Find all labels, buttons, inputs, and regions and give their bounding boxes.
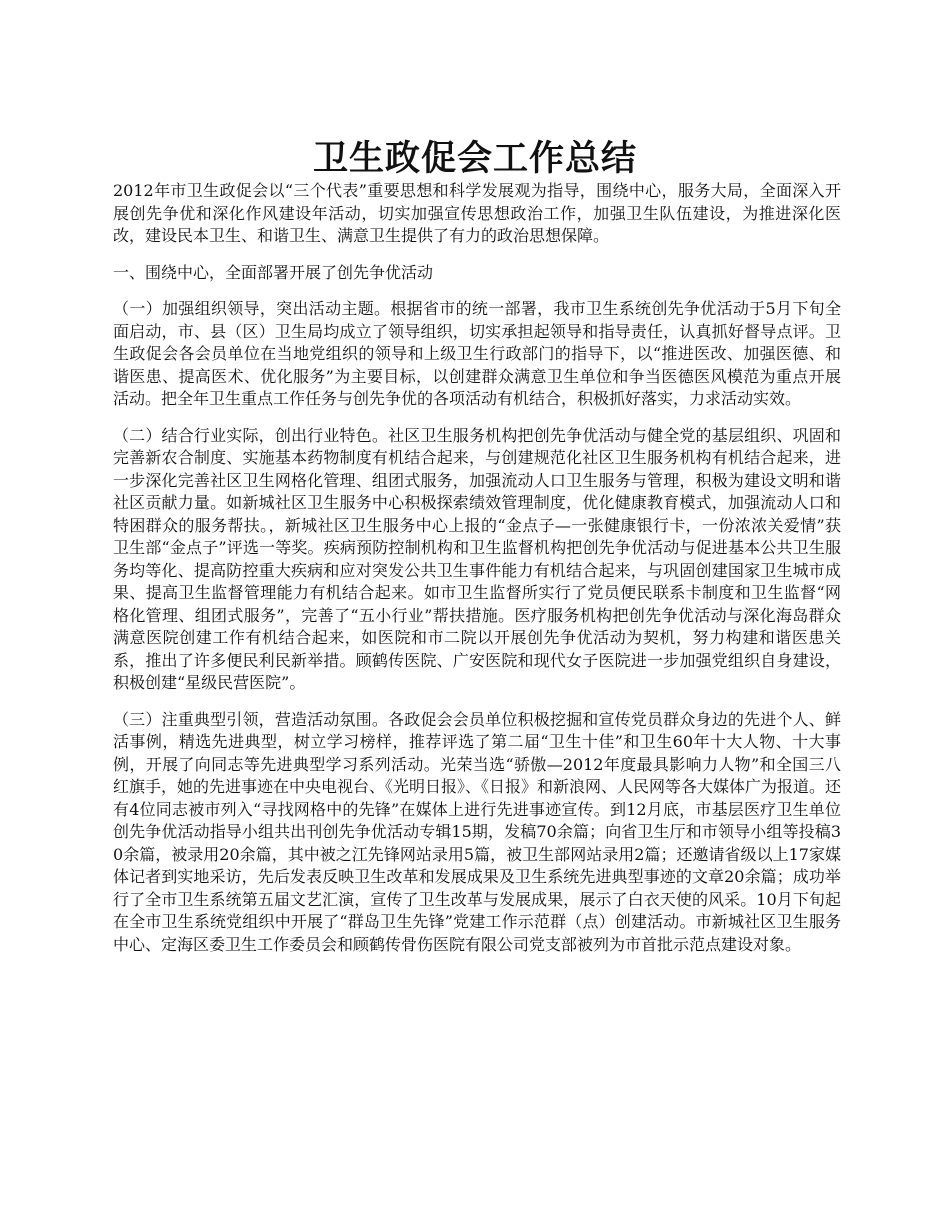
document-title: 卫生政促会工作总结 bbox=[312, 138, 637, 180]
paragraph-1: （一）加强组织领导，突出活动主题。根据省市的统一部署，我市卫生系统创先争优活动于5月下旬全面启动，市、县（区）卫生局均成立了领导组织，切实承担起领导和指导责任，认真抓好督导点评。卫生政促会各会员单位在当地党组织的领导和上级卫生行政部门的指导下，以“推进医改、加强医德、和谐医患、提高医术、优化服务”为主要目标，以创建群众满意卫生单位和争当医德医风模范为重点开展活动。把全年卫生重点工作任务与创先争优的各项活动有机结合，积极抓好落实，力求活动实效。 bbox=[113, 299, 841, 408]
intro-paragraph: 2012年市卫生政促会以“三个代表”重要思想和科学发展观为指导，围绕中心，服务大局，全面深入开展创先争优和深化作风建设年活动，切实加强宣传思想政治工作，加强卫生队伍建设，为推进深化医改，建设民本卫生、和谐卫生、满意卫生提供了有力的政治思想保障。 bbox=[113, 181, 841, 245]
document-body bbox=[113, 180, 841, 970]
paragraph-2: （二）结合行业实际，创出行业特色。社区卫生服务机构把创先争优活动与健全党的基层组织、巩固和完善新农合制度、实施基本药物制度有机结合起来，与创建规范化社区卫生服务机构有机结合起来，进一步深化完善社区卫生网格化管理、组团式服务，加强流动人口卫生服务与管理，积极为建设文明和谐社区贡献力量。如新城社区卫生服务中心积极探索绩效管理制度，优化健康教育模式，加强流动人口和特困群众的服务帮扶。，新城社区卫生服务中心上报的“金点子—一张健康银行卡，一份浓浓关爱情”获卫生部“金点子”评选一等奖。疾病预防控制机构和卫生监督机构把创先争优活动与促进基本公共卫生服务均等化、提高防控重大疾病和应对突发公共卫生事件能力有机结合起来，与巩固创建国家卫生城市成果、提高卫生监督管理能力有机结合起来。如市卫生监督所实行了党员便民联系卡制度和卫生监督“网格化管理、组团式服务”，完善了“五小行业”帮扶措施。医疗服务机构把创先争优活动与深化海岛群众满意医院创建工作有机结合起来，如医院和市二院以开展创先争优活动为契机，努力构建和谐医患关系，推出了许多便民利民新举措。顾鹤传医院、广安医院和现代女子医院进一步加强党组织自身建设，积极创建“星级民营医院”。 bbox=[113, 425, 841, 692]
section-heading: 一、围绕中心，全面部署开展了创先争优活动 bbox=[113, 262, 434, 282]
paragraph-3: （三）注重典型引领，营造活动氛围。各政促会会员单位积极挖掘和宣传党员群众身边的先进个人、鲜活事例，精选先进典型，树立学习榜样，推荐评选了第二届“卫生十佳”和卫生60年十大人物、十大事例，开展了向同志等先进典型学习系列活动。光荣当选“骄傲—2012年度最具影响力人物”和全国三八红旗手，她的先进事迹在中央电视台、《光明日报》、《日报》和新浪网、人民网等各大媒体广为报道。还有4位同志被市列入“寻找网格中的先锋”在媒体上进行先进事迹宣传。到12月底，市基层医疗卫生单位创先争优活动指导小组共出刊创先争优活动专辑15期，发稿70余篇；向省卫生厅和市领导小组等投稿30余篇，被录用20余篇，其中被之江先锋网站录用5篇，被卫生部网站录用2篇；还邀请省级以上17家媒体记者到实地采访，先后发表反映卫生改革和发展成果及卫生系统先进典型事迹的文章20余篇；成功举行了全市卫生系统第五届文艺汇演，宣传了卫生改革与发展成果，展示了白衣天使的风采。10月下旬起在全市卫生系统党组织中开展了“群岛卫生先锋”党建工作示范群（点）创建活动。市新城社区卫生服务中心、定海区委卫生工作委员会和顾鹤传骨伤医院有限公司党支部被列为市首批示范点建设对象。 bbox=[113, 709, 842, 954]
